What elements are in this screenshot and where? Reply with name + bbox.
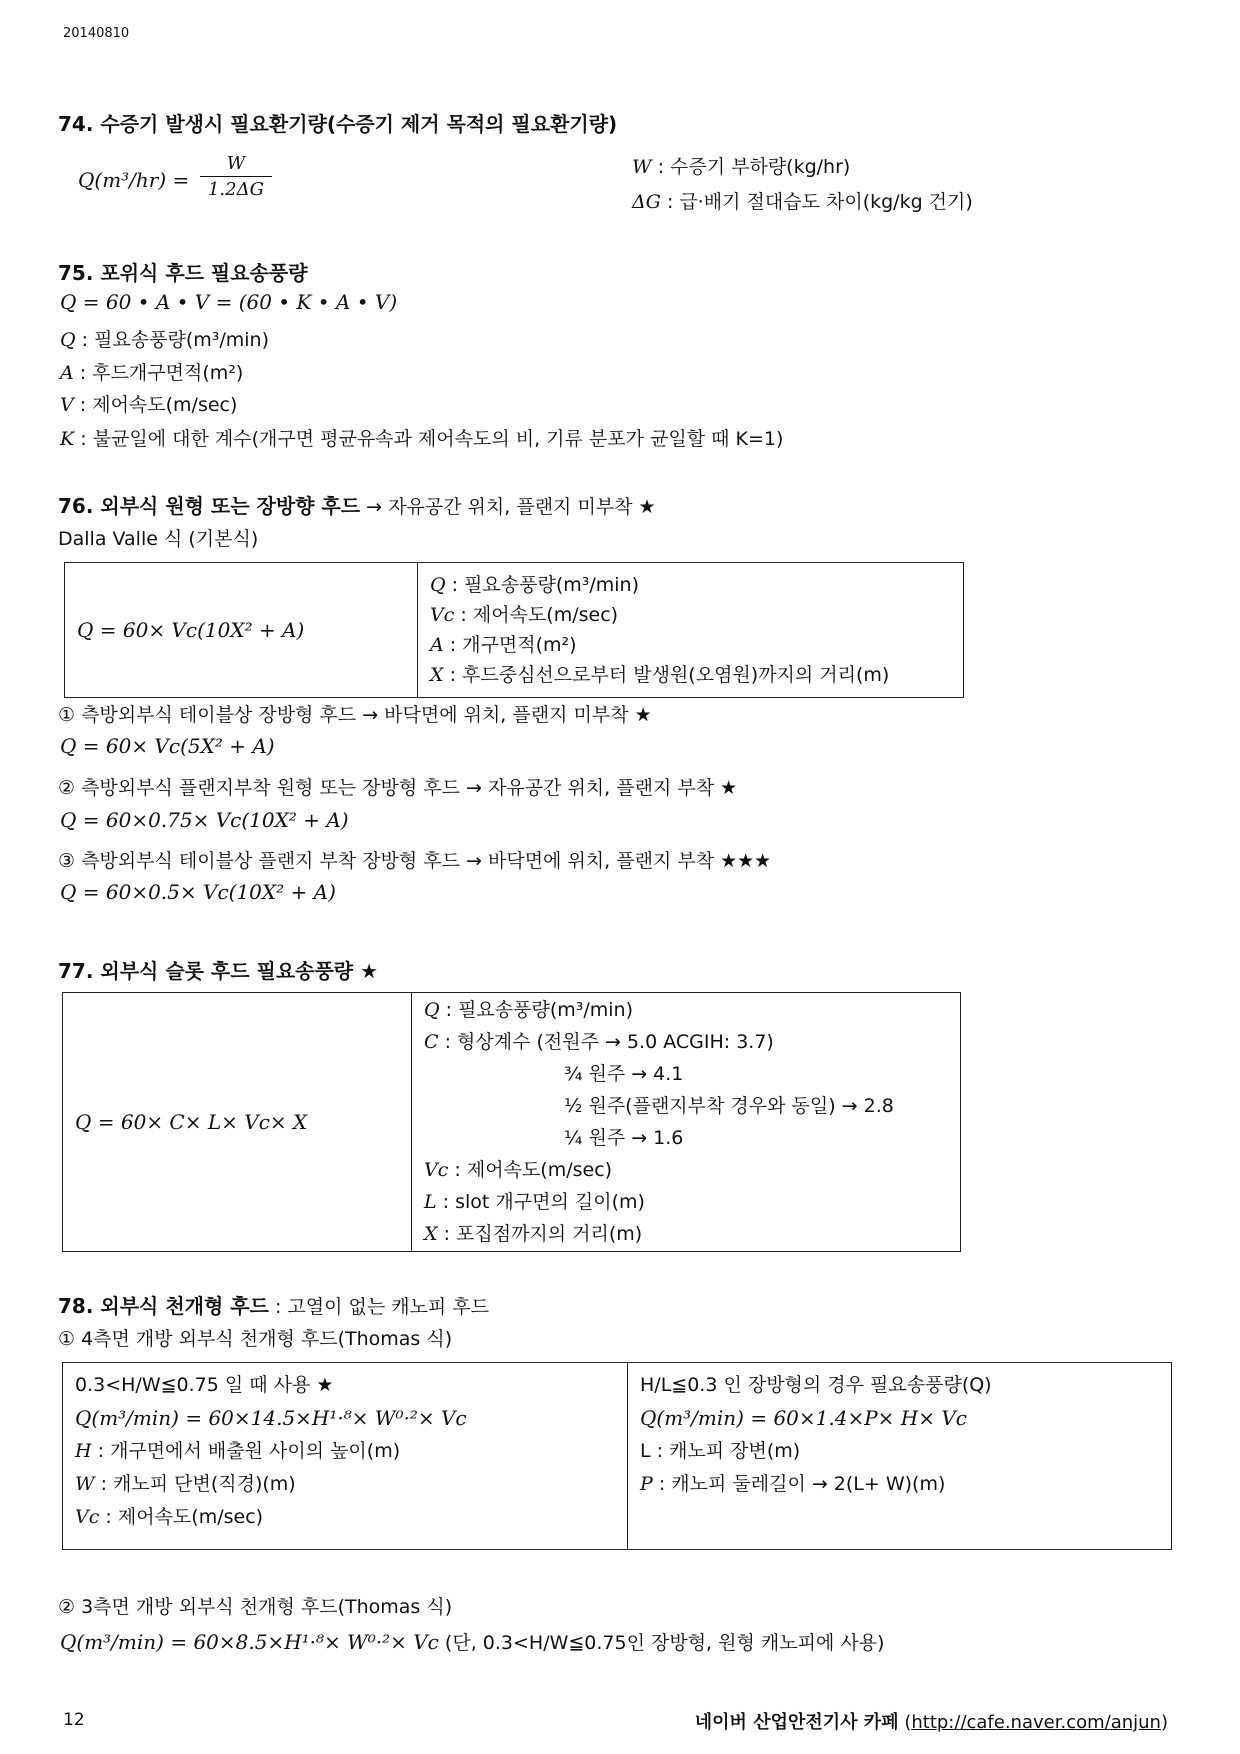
- s78-h-definition: : 개구면에서 배출원 사이의 높이(m): [97, 1440, 401, 1462]
- s77-vc-definition: : 제어속도(m/sec): [454, 1159, 613, 1181]
- s76-formula-box: [64, 562, 964, 698]
- s76-vc-symbol: Vc: [430, 604, 455, 626]
- s77-c-row-1-fraction: ¾: [564, 1063, 583, 1085]
- s76-item-1: ① 측방외부식 테이블상 장방형 후드 → 바닥면에 위치, 플랜지 미부착 ★: [58, 704, 652, 726]
- s78-formula-2: Q(m³/min) = 60×8.5×H¹·⁸× W⁰·²× Vc: [60, 1630, 439, 1654]
- s78-p-definition: : 캐노피 둘레길이 → 2(L+ W)(m): [658, 1473, 946, 1495]
- s78-item-1: ① 4측면 개방 외부식 천개형 후드(Thomas 식): [58, 1328, 453, 1350]
- s76-vc-definition: : 제어속도(m/sec): [460, 604, 619, 626]
- s75-q-definition: : 필요송풍량(m³/min): [81, 329, 270, 351]
- s77-c-line: [424, 1026, 960, 1058]
- s76-box-right-cell: [418, 563, 964, 698]
- s76-a-line: [430, 630, 963, 660]
- section-74-title: 74. 수증기 발생시 필요환기량(수증기 제거 목적의 필요환기량): [58, 112, 618, 136]
- section-77-title: 77. 외부식 슬롯 후드 필요송풍량 ★: [58, 959, 379, 983]
- s77-l-definition: : slot 개구면의 길이(m): [442, 1191, 645, 1213]
- s78-vc-definition: : 제어속도(m/sec): [105, 1506, 264, 1528]
- s78-p-symbol: P: [640, 1473, 653, 1495]
- s77-l-symbol: L: [424, 1191, 437, 1213]
- s74-w-symbol: W: [632, 156, 652, 178]
- footer-credit: 네이버 산업안전기사 카페 (http://cafe.naver.com/anjun): [694, 1712, 1168, 1733]
- s75-k-symbol: K: [60, 428, 75, 450]
- s78-item-2: ② 3측면 개방 외부식 천개형 후드(Thomas 식): [58, 1596, 453, 1618]
- s78-right-formula: Q(m³/min) = 60×1.4×P× H× Vc: [640, 1406, 967, 1430]
- s78-formula-2-note: (단, 0.3<H/W≦0.75인 장방형, 원형 캐노피에 사용): [444, 1632, 885, 1654]
- s76-formula-1: Q = 60× Vc(5X² + A): [60, 734, 275, 758]
- s76-q-symbol: Q: [430, 574, 446, 596]
- s76-a-symbol: A: [430, 634, 444, 656]
- section-76-heading: [58, 490, 656, 519]
- s76-q-definition: : 필요송풍량(m³/min): [451, 574, 640, 596]
- s75-a-definition: : 후드개구면적(m²): [79, 362, 244, 384]
- s77-q-line: [424, 994, 960, 1026]
- s78-vc-line: [75, 1501, 627, 1534]
- s76-x-definition: : 후드중심선으로부터 발생원(오염원)까지의 거리(m): [449, 664, 890, 686]
- section-78-title-rest: : 고열이 없는 캐노피 후드: [274, 1296, 490, 1318]
- s77-c-row-3-text: 원주 → 1.6: [588, 1127, 684, 1149]
- s74-formula-lhs: Q(m³/hr) =: [78, 168, 190, 192]
- s76-a-definition: : 개구면적(m²): [449, 634, 577, 656]
- section-78-title: 78. 외부식 천개형 후드: [58, 1294, 269, 1318]
- s77-box-left-cell: [63, 993, 412, 1252]
- s78-w-line: [75, 1468, 627, 1501]
- s74-w-definition: : 수증기 부하량(kg/hr): [657, 156, 851, 178]
- s77-box-right-cell: [412, 993, 961, 1252]
- s77-box-formula: Q = 60× C× L× Vc× X: [75, 1110, 308, 1134]
- s75-a-line: [60, 358, 243, 385]
- s77-c-row-3-fraction: ¼: [564, 1127, 583, 1149]
- date-stamp: 20140810: [63, 26, 130, 41]
- s74-g-def-line: [632, 187, 973, 214]
- s77-c-row-1: [424, 1058, 960, 1090]
- s77-c-row-2-fraction: ½: [564, 1095, 583, 1117]
- s76-vc-line: [430, 600, 963, 630]
- s78-w-symbol: W: [75, 1473, 95, 1495]
- s78-box-left-cell: [63, 1363, 628, 1550]
- s77-c-row-2: [424, 1090, 960, 1122]
- section-76-title: 76. 외부식 원형 또는 장방향 후드: [58, 494, 361, 518]
- s77-c-row-1-text: 원주 → 4.1: [588, 1063, 684, 1085]
- section-75-title: 75. 포위식 후드 필요송풍량: [58, 261, 308, 285]
- s75-v-symbol: V: [60, 394, 74, 416]
- s76-item-2: ② 측방외부식 플랜지부착 원형 또는 장방형 후드 → 자유공간 위치, 플랜지 부착 ★: [58, 777, 738, 799]
- s77-vc-symbol: Vc: [424, 1159, 449, 1181]
- s78-l-definition: L : 캐노피 장변(m): [640, 1440, 801, 1462]
- s78-left-formula: Q(m³/min) = 60×14.5×H¹·⁸× W⁰·²× Vc: [75, 1406, 467, 1430]
- s75-q-symbol: Q: [60, 329, 76, 351]
- s77-c-row-3: [424, 1122, 960, 1154]
- section-78-heading: [58, 1290, 489, 1319]
- s77-c-row-2-text: 원주(플랜지부착 경우와 동일) → 2.8: [588, 1095, 894, 1117]
- s78-h-symbol: H: [75, 1440, 92, 1462]
- s77-vc-line: [424, 1154, 960, 1186]
- s78-h-line: [75, 1435, 627, 1468]
- footer-cafe-name: 네이버 산업안전기사 카페: [694, 1712, 899, 1733]
- s77-formula-box: [62, 992, 961, 1252]
- s75-formula: Q = 60 • A • V = (60 • K • A • V): [60, 290, 398, 314]
- s76-x-line: [430, 660, 963, 690]
- s78-box-right-cell: [628, 1363, 1172, 1550]
- s76-box-formula: Q = 60× Vc(10X² + A): [77, 618, 305, 642]
- s76-q-line: [430, 570, 963, 600]
- s77-x-definition: : 포집점까지의 거리(m): [443, 1223, 643, 1245]
- s74-formula-numerator: W: [200, 152, 272, 177]
- s77-l-line: [424, 1186, 960, 1218]
- s76-x-symbol: X: [430, 664, 444, 686]
- s78-thomas-box: [62, 1362, 1172, 1550]
- s77-x-line: [424, 1218, 960, 1250]
- s74-g-definition: : 급·배기 절대습도 차이(kg/kg 건기): [666, 191, 973, 213]
- s75-q-line: [60, 325, 269, 352]
- s78-right-condition: H/L≦0.3 인 장방형의 경우 필요송풍량(Q): [640, 1374, 992, 1396]
- s78-formula-2-line: [60, 1628, 884, 1655]
- s74-g-symbol: ΔG: [632, 191, 661, 213]
- s74-w-def-line: [632, 152, 850, 179]
- s75-a-symbol: A: [60, 362, 74, 384]
- s76-formula-3: Q = 60×0.5× Vc(10X² + A): [60, 880, 336, 904]
- s76-box-left-cell: [65, 563, 418, 698]
- s75-k-line: [60, 424, 783, 451]
- s78-vc-symbol: Vc: [75, 1506, 100, 1528]
- s77-q-symbol: Q: [424, 999, 440, 1021]
- s76-item-3: ③ 측방외부식 테이블상 플랜지 부착 장방형 후드 → 바닥면에 위치, 플랜지 부착 ★★★: [58, 850, 772, 872]
- s77-q-definition: : 필요송풍량(m³/min): [445, 999, 634, 1021]
- page-number: 12: [63, 1710, 85, 1730]
- s74-formula-denominator: 1.2ΔG: [207, 179, 264, 200]
- s75-k-definition: : 불균일에 대한 계수(개구면 평균유속과 제어속도의 비, 기류 분포가 균일할 때 K=1): [80, 428, 784, 450]
- footer-cafe-link[interactable]: http://cafe.naver.com/anjun: [911, 1712, 1161, 1733]
- s76-subtitle: Dalla Valle 식 (기본식): [58, 528, 259, 550]
- s78-left-condition: 0.3<H/W≦0.75 일 때 사용 ★: [75, 1374, 334, 1396]
- s75-v-definition: : 제어속도(m/sec): [79, 394, 238, 416]
- section-76-title-rest: → 자유공간 위치, 플랜지 미부착 ★: [366, 496, 656, 518]
- s77-c-symbol: C: [424, 1031, 439, 1053]
- s78-w-definition: : 캐노피 단변(직경)(m): [100, 1473, 296, 1495]
- s78-p-line: [640, 1468, 1171, 1501]
- s77-x-symbol: X: [424, 1223, 438, 1245]
- s76-formula-2: Q = 60×0.75× Vc(10X² + A): [60, 808, 349, 832]
- s77-c-definition: : 형상계수 (전원주 → 5.0 ACGIH: 3.7): [444, 1031, 774, 1053]
- s75-v-line: [60, 390, 237, 417]
